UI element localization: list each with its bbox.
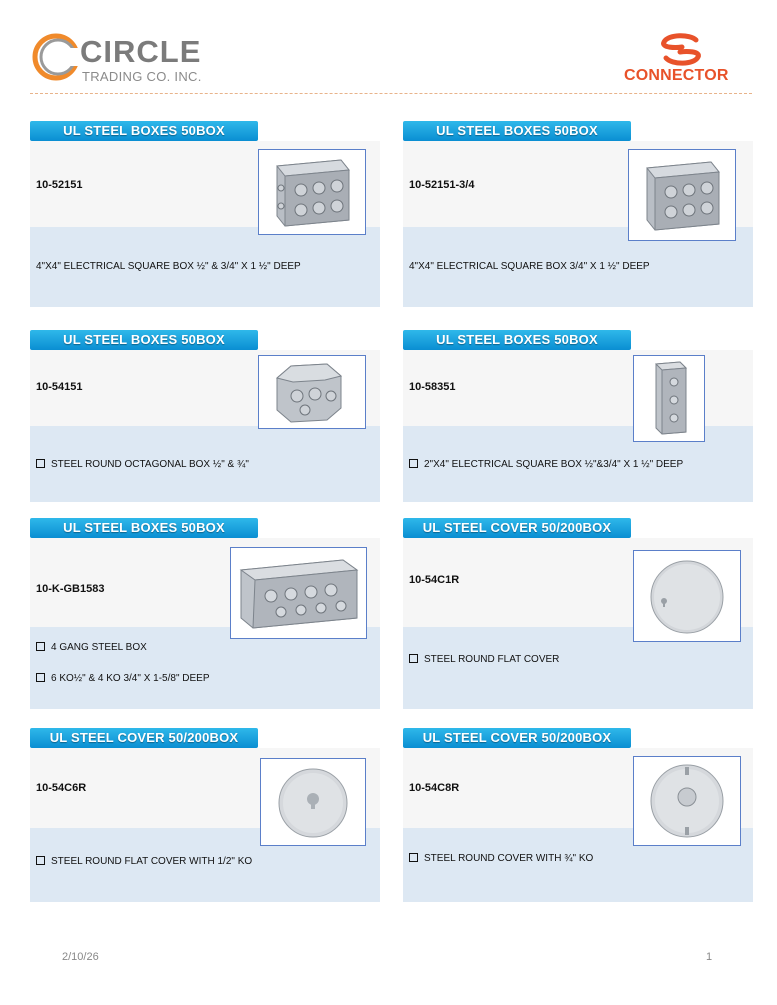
category-title: UL STEEL BOXES 50BOX xyxy=(436,123,598,138)
product-description: STEEL ROUND OCTAGONAL BOX ½" & ¾" xyxy=(51,459,249,470)
handy-box-icon xyxy=(634,356,704,441)
checkbox-icon xyxy=(409,853,418,862)
product-description-item xyxy=(409,654,559,665)
page-header xyxy=(0,0,777,96)
product-description-item xyxy=(36,459,249,470)
square-box-icon xyxy=(629,150,735,240)
product-image xyxy=(258,149,366,235)
footer-date: 2/10/26 xyxy=(62,951,99,963)
product-description: 2"X4" ELECTRICAL SQUARE BOX ½"&3/4" X 1 ½" DEEP xyxy=(424,459,684,470)
product-code: 10-54C6R xyxy=(36,782,87,794)
round-cover-ko-icon xyxy=(634,757,740,845)
product-card xyxy=(30,518,380,709)
product-image xyxy=(230,547,367,639)
product-code: 10-52151-3/4 xyxy=(409,179,475,191)
product-card xyxy=(30,121,380,307)
category-title: UL STEEL COVER 50/200BOX xyxy=(422,520,612,535)
product-code: 10-54C8R xyxy=(409,782,460,794)
product-description-item xyxy=(409,853,593,864)
four-gang-box-icon xyxy=(231,548,366,638)
company-name: CIRCLE xyxy=(80,34,202,69)
octagonal-box-icon xyxy=(259,356,365,428)
round-cover-icon xyxy=(634,551,740,641)
checkbox-icon xyxy=(36,642,45,651)
category-title: UL STEEL BOXES 50BOX xyxy=(436,332,598,347)
page-number: 1 xyxy=(706,951,713,963)
product-image xyxy=(260,758,366,846)
connector-mark-icon xyxy=(656,32,706,68)
checkbox-icon xyxy=(36,856,45,865)
product-description: STEEL ROUND FLAT COVER WITH 1/2" KO xyxy=(51,856,253,867)
category-title: UL STEEL COVER 50/200BOX xyxy=(422,730,612,745)
product-card xyxy=(30,330,380,502)
product-code: 10-54151 xyxy=(36,381,83,393)
product-code: 10-58351 xyxy=(409,381,456,393)
category-title: UL STEEL COVER 50/200BOX xyxy=(49,730,239,745)
product-description: STEEL ROUND COVER WITH ¾" KO xyxy=(424,853,594,864)
product-card xyxy=(30,728,380,902)
product-code: 10-52151 xyxy=(36,179,83,191)
product-image xyxy=(258,355,366,429)
round-cover-ko-icon xyxy=(261,759,365,845)
square-box-icon xyxy=(259,150,365,234)
product-card xyxy=(403,121,753,307)
category-title: UL STEEL BOXES 50BOX xyxy=(63,123,225,138)
product-description: 6 KO½" & 4 KO 3/4" X 1-5/8" DEEP xyxy=(51,673,210,684)
product-image xyxy=(633,756,741,846)
product-card xyxy=(403,728,753,902)
product-image xyxy=(633,550,741,642)
category-title: UL STEEL BOXES 50BOX xyxy=(63,520,225,535)
checkbox-icon xyxy=(409,654,418,663)
product-card xyxy=(403,330,753,502)
company-subtitle: TRADING CO. INC. xyxy=(82,69,202,84)
checkbox-icon xyxy=(36,673,45,682)
product-description-item xyxy=(36,856,252,867)
product-description-item xyxy=(36,642,147,653)
product-description: STEEL ROUND FLAT COVER xyxy=(424,654,560,665)
product-image xyxy=(633,355,705,442)
product-image xyxy=(628,149,736,241)
product-description: 4"X4" ELECTRICAL SQUARE BOX 3/4" X 1 ½" DEEP xyxy=(409,261,650,272)
header-divider xyxy=(30,93,752,94)
circle-ring-icon xyxy=(30,30,84,84)
checkbox-icon xyxy=(409,459,418,468)
checkbox-icon xyxy=(36,459,45,468)
product-description: 4 GANG STEEL BOX xyxy=(51,642,147,653)
product-description: 4"X4" ELECTRICAL SQUARE BOX ½" & 3/4" X 1 ½" DEEP xyxy=(36,261,301,272)
product-description-item xyxy=(36,673,210,684)
product-card xyxy=(403,518,753,709)
product-code: 10-54C1R xyxy=(409,574,460,586)
connector-logo xyxy=(618,32,748,92)
product-description-item xyxy=(409,459,683,470)
product-code: 10-K-GB1583 xyxy=(36,583,105,595)
circle-trading-logo xyxy=(30,30,230,90)
category-title: UL STEEL BOXES 50BOX xyxy=(63,332,225,347)
brand-name: CONNECTOR xyxy=(624,67,729,84)
